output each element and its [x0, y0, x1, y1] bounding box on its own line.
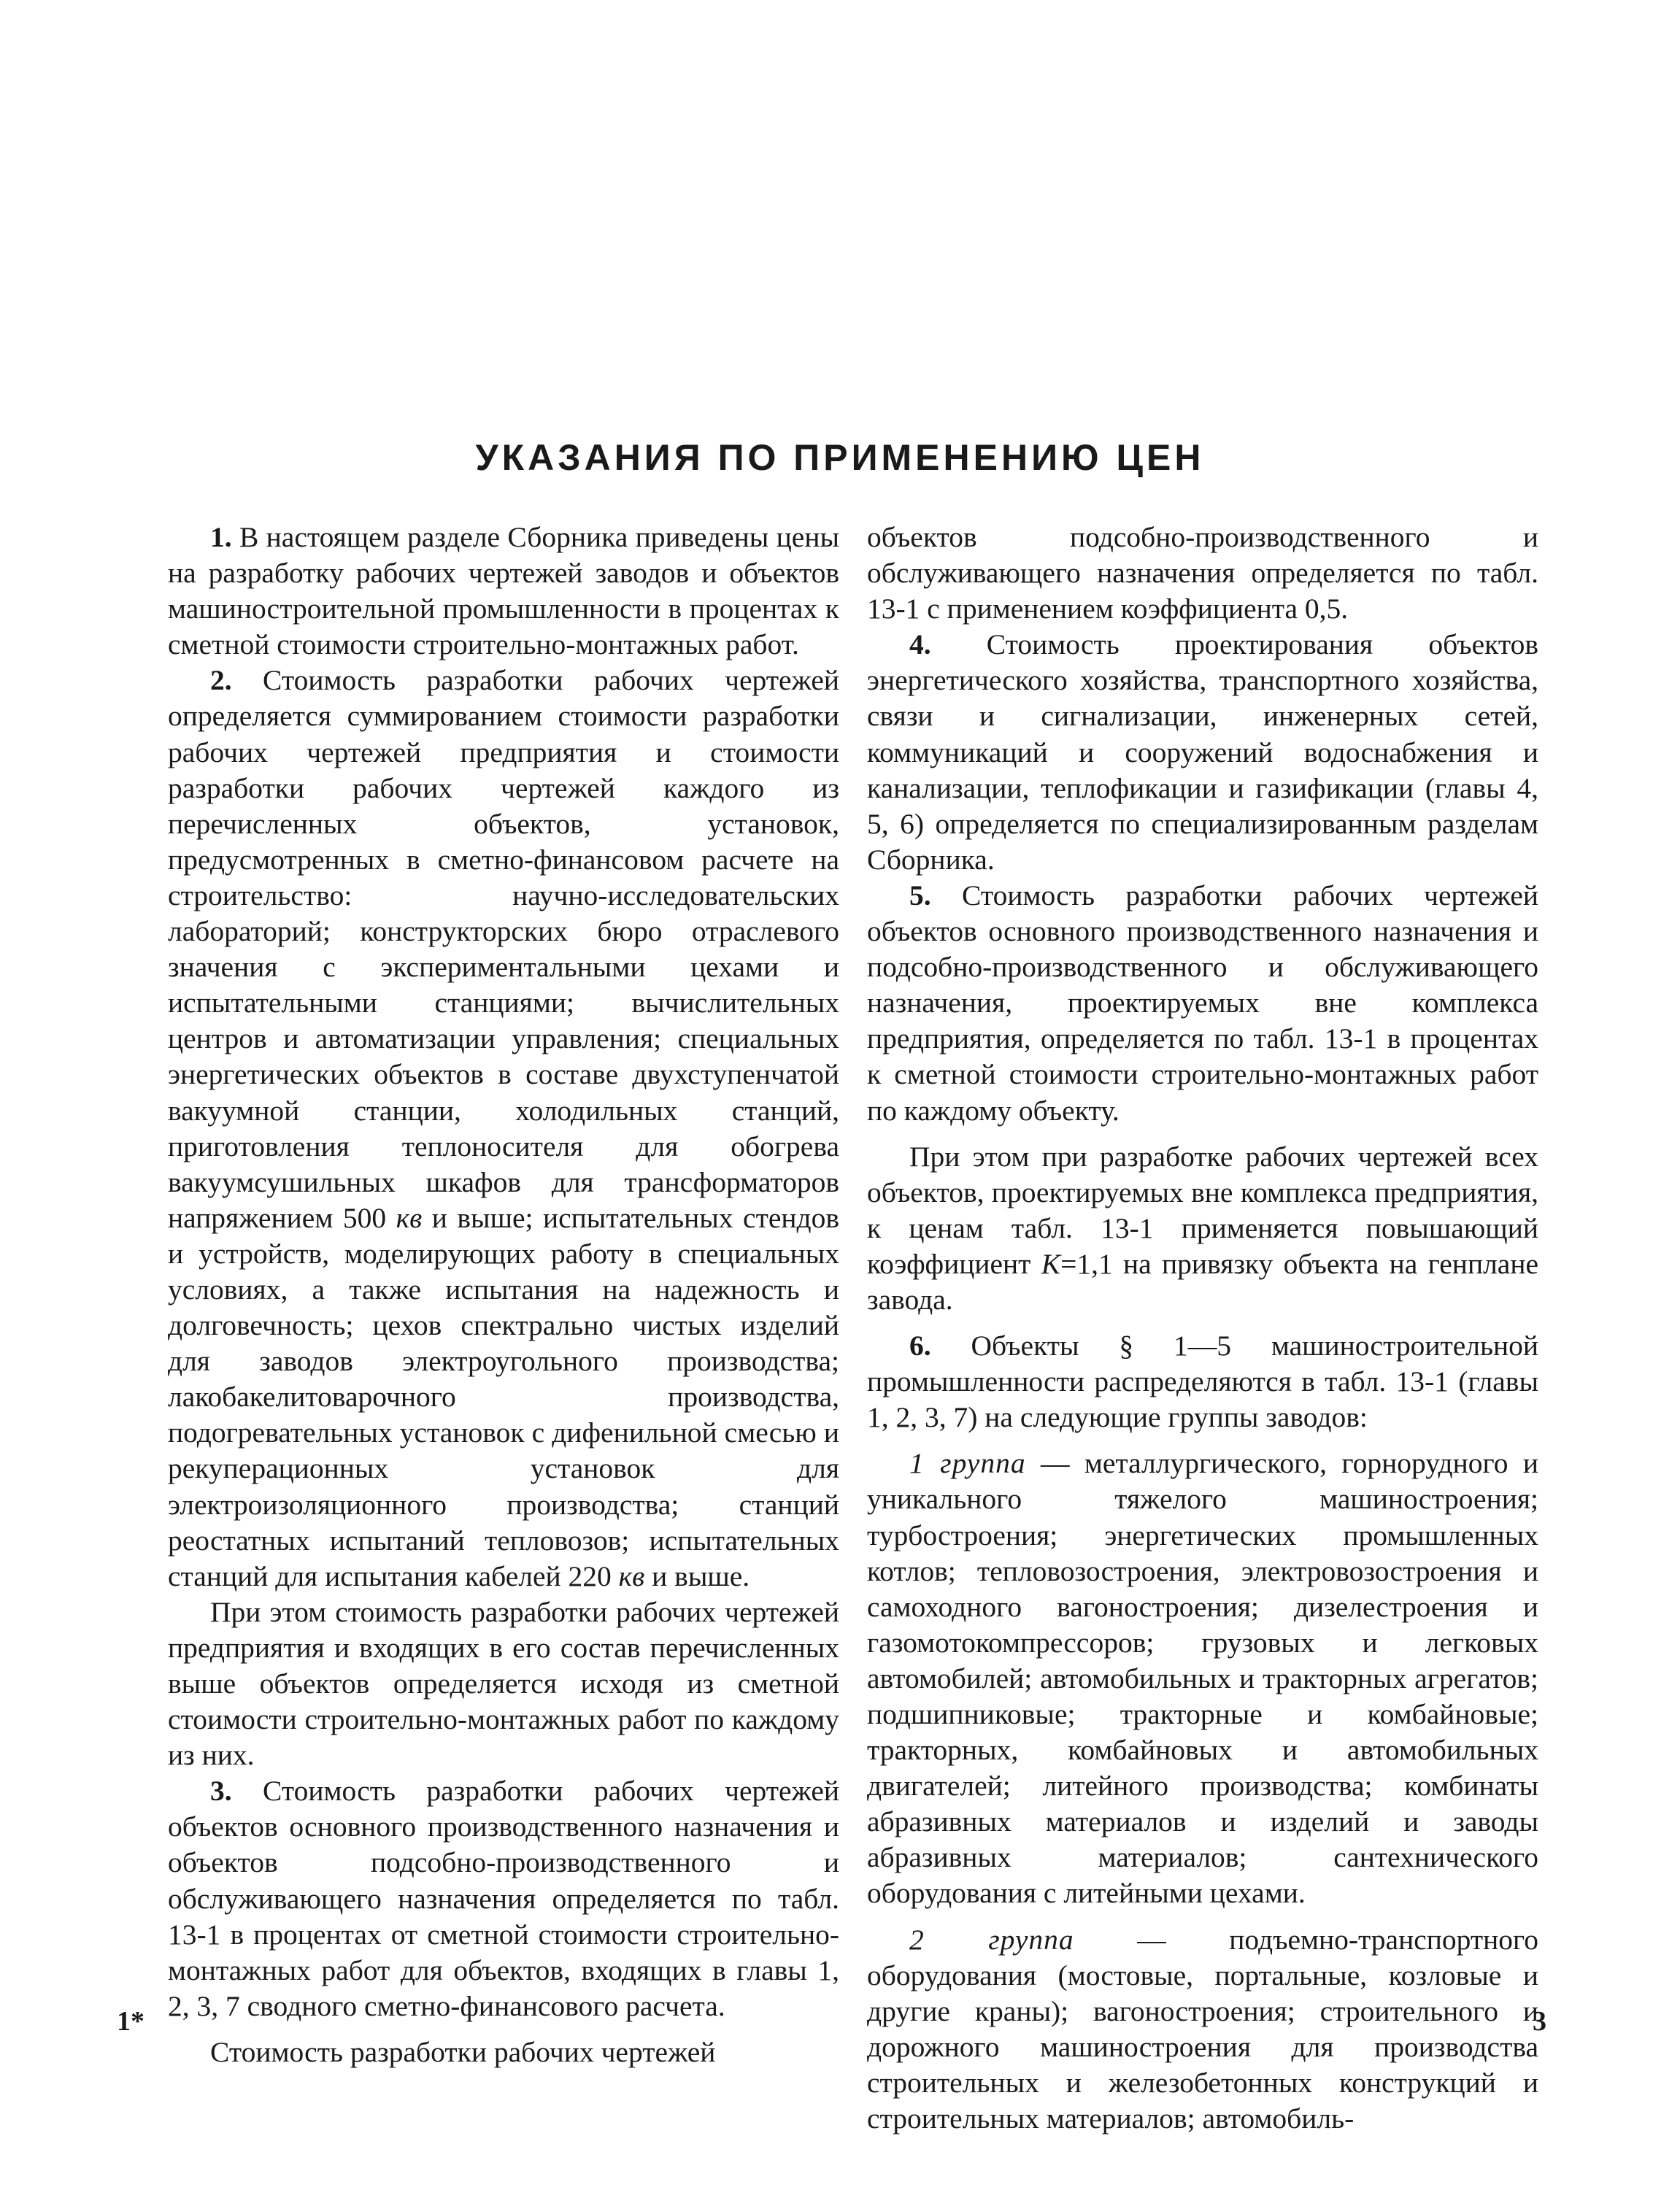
item-number: 3. [210, 1775, 232, 1808]
paragraph-text: Стоимость проектирования объектов энергетического хозяйства, транспортного хозяйства, связи и сигнализации, инженерных сетей, коммуникаций и сооружений водоснабжения и канализации, теплофикации и газификации (главы 4, 5, 6) определяется по специализированным разделам Сборника. [867, 628, 1538, 876]
paragraph-text: и выше; испытательных стендов и устройств, моделирующих работу в специальных условиях, а также испытания на надежность и долговечность; цехов спектрально чистых изделий для заводов электроугольного производства; лакобакелитоварочного производства, подогревательных установок с дифенильной смесью и рекуперационных установок для электроизоляционного производства; станций реостатных испытаний тепловозов; испытательных станций для испытания кабелей 220 [168, 1201, 840, 1592]
paragraph-text: При этом стоимость разработки рабочих чертежей предприятия и входящих в его состав перечисленных выше объектов определяется исходя из сметной стоимости строительно-монтажных работ по каждому из них. [168, 1595, 839, 1772]
item-number: 6. [909, 1330, 931, 1362]
paragraph-5 [168, 2035, 839, 2070]
item-number: 1. [210, 521, 232, 553]
paragraph-text: Стоимость разработки рабочих чертежей объектов основного производственного назначения и объектов подсобно-производственного и обслуживающего назначения определяется по табл. 13-1 в процентах от сметной стоимости строительно-монтажных работ для объектов, входящих в главы 1, 2, 3, 7 сводного сметно-финансового расчета. [168, 1775, 839, 2022]
right-column [867, 520, 1538, 2137]
paragraph-1 [168, 520, 839, 663]
paragraph-text: При этом при разработке рабочих чертежей всех объектов, проектируемых вне комплекса предприятия, к ценам табл. 13-1 применяется повышающий коэффициент [867, 1140, 1538, 1280]
paragraph-text: и выше. [652, 1559, 750, 1592]
page-title: УКАЗАНИЯ ПО ПРИМЕНЕНИЮ ЦЕН [475, 437, 1205, 478]
left-column [168, 520, 839, 2070]
unit-kv: кв [618, 1559, 645, 1592]
paragraph-text: Объекты § 1—5 машиностроительной промышленности распределяются в табл. 13-1 (главы 1, 2, 3, 7) на следующие группы заводов: [867, 1330, 1539, 1434]
paragraph-text: — подъемно-транспортного оборудования (мостовые, портальные, козловые и другие краны); вагоностроения; строительного и дорожного машиностроения для производства строительных и железобетонных конструкций и строительных материалов; автомобиль- [867, 1923, 1538, 2135]
paragraph-text: В настоящем разделе Сборника приведены цены на разработку рабочих чертежей заводов и объектов машиностроительной промышленности в процентах к сметной стоимости строительно-монтажных работ. [168, 521, 840, 661]
group-label: 1 группа [909, 1447, 1026, 1480]
unit-kv: кв [396, 1201, 423, 1234]
group-label: 2 группа [909, 1923, 1074, 1956]
paragraph-text: Стоимость разработки рабочих чертежей определяется суммированием стоимости разработки рабочих чертежей предприятия и стоимости разработки рабочих чертежей каждого из перечисленных объектов, установок, предусмотренных в сметно-финансовом расчете на строительство: научно-исследовательских лабораторий; конструкторских бюро отраслевого значения с экспериментальными цехами и испытательными станциями; вычислительных центров и автоматизации управления; специальных энергетических объектов в составе двухступенчатой вакуумной станции, холодильных станций, приготовления теплоносителя для обогрева вакуумсушильных шкафов для трансформаторов напряжением 500 [168, 664, 839, 1234]
paragraph-6 [867, 1328, 1538, 1435]
paragraph-4 [867, 627, 1538, 878]
paragraph-text: Стоимость разработки рабочих чертежей объектов основного производственного назначения и подсобно-производственного и обслуживающего назначения, проектируемых вне комплекса предприятия, определяется по табл. 13-1 в процентах к сметной стоимости строительно-монтажных работ по каждому объекту. [867, 879, 1538, 1127]
paragraph-5 [867, 878, 1538, 1129]
item-number: 2. [210, 664, 232, 697]
group-2-paragraph [867, 1922, 1538, 2137]
group-1-paragraph [867, 1446, 1538, 1911]
paragraph-2 [168, 663, 839, 1594]
item-number: 4. [909, 628, 931, 661]
signature-mark: 1* [117, 2006, 145, 2037]
item-number: 5. [909, 879, 931, 911]
coefficient-variable: K [1041, 1247, 1061, 1280]
paragraph-text: объектов подсобно-производственного и обслуживающего назначения определяется по табл. 13-1 с применением коэффициента 0,5. [867, 521, 1538, 625]
paragraph-text: Стоимость разработки рабочих чертежей [210, 2035, 716, 2068]
paragraph-continued [867, 520, 1538, 627]
paragraph-text: =1,1 на привязку объекта на генплане завода. [867, 1247, 1539, 1316]
paragraph-3 [168, 1594, 839, 1773]
paragraph-4 [168, 1773, 839, 2024]
page-number: 3 [1533, 2006, 1546, 2037]
paragraph-coefficient [867, 1139, 1538, 1318]
paragraph-text: — металлургического, горнорудного и уникального тяжелого машиностроения; турбостроения; энергетических промышленных котлов; тепловозостроения, электровозостроения и самоходного вагоностроения; дизелестроения и газомотокомпрессоров; грузовых и легковых автомобилей; автомобильных и тракторных агрегатов; подшипниковые; тракторные и комбайновые; тракторных, комбайновых и автомобильных двигателей; литейного производства; комбинаты абразивных материалов и изделий и заводы абразивных материалов; сантехнического оборудования с литейными цехами. [867, 1447, 1538, 1910]
